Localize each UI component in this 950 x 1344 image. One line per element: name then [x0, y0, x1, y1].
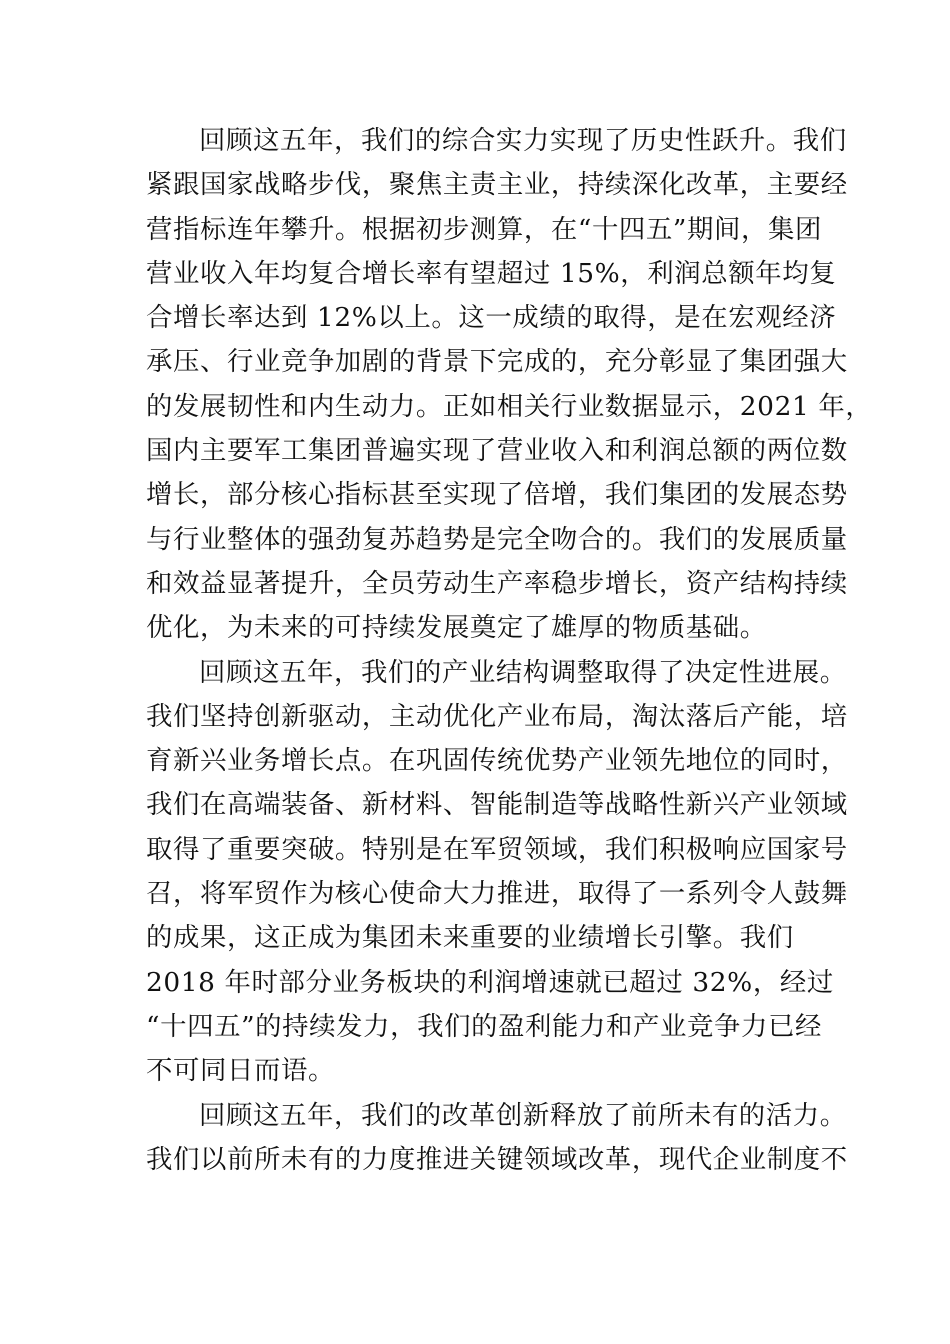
paragraph-line: 合增长率达到 12%以上。这一成绩的取得，是在宏观经济 — [146, 302, 837, 334]
paragraph-comprehensive-strength — [146, 119, 873, 651]
paragraph-line: 优化，为未来的可持续发展奠定了雄厚的物质基础。 — [146, 612, 767, 644]
paragraph-line: 回顾这五年，我们的综合实力实现了历史性跃升。我们 — [199, 125, 847, 156]
paragraph-line: 2018 年时部分业务板块的利润增速就已超过 32%，经过 — [146, 966, 834, 998]
paragraph-line: 的成果，这正成为集团未来重要的业绩增长引擎。我们 — [146, 922, 794, 954]
paragraph-reform-innovation — [146, 1094, 848, 1183]
paragraph-line: 我们以前所未有的力度推进关键领域改革，现代企业制度不 — [146, 1143, 848, 1175]
paragraph-line: 育新兴业务增长点。在巩固传统优势产业领先地位的同时， — [146, 745, 848, 777]
paragraph-line: 营业收入年均复合增长率有望超过 15%，利润总额年均复 — [146, 257, 837, 289]
document-body — [146, 119, 873, 1182]
paragraph-line: 我们在高端装备、新材料、智能制造等战略性新兴产业领域 — [146, 789, 848, 821]
paragraph-line: 与行业整体的强劲复苏趋势是完全吻合的。我们的发展质量 — [146, 523, 848, 555]
paragraph-line: 紧跟国家战略步伐，聚焦主责主业，持续深化改革，主要经 — [146, 169, 848, 201]
paragraph-line: 的发展韧性和内生动力。正如相关行业数据显示，2021 年， — [146, 390, 873, 422]
paragraph-line: 取得了重要突破。特别是在军贸领域，我们积极响应国家号 — [146, 833, 848, 865]
paragraph-industrial-structure — [146, 651, 848, 1094]
paragraph-line: “十四五”的持续发力，我们的盈利能力和产业竞争力已经 — [146, 1010, 822, 1042]
paragraph-line: 营指标连年攀升。根据初步测算，在“十四五”期间，集团 — [146, 213, 822, 245]
paragraph-line: 承压、行业竞争加剧的背景下完成的，充分彰显了集团强大 — [146, 346, 848, 378]
paragraph-line: 回顾这五年，我们的产业结构调整取得了决定性进展。 — [199, 656, 847, 688]
paragraph-line: 增长，部分核心指标甚至实现了倍增，我们集团的发展态势 — [146, 479, 848, 511]
paragraph-line: 回顾这五年，我们的改革创新释放了前所未有的活力。 — [199, 1099, 847, 1131]
paragraph-line: 国内主要军工集团普遍实现了营业收入和利润总额的两位数 — [146, 435, 848, 467]
paragraph-line: 不可同日而语。 — [146, 1055, 335, 1087]
paragraph-line: 召，将军贸作为核心使命大力推进，取得了一系列令人鼓舞 — [146, 878, 848, 910]
paragraph-line: 我们坚持创新驱动，主动优化产业布局，淘汰落后产能，培 — [146, 700, 848, 732]
paragraph-line: 和效益显著提升，全员劳动生产率稳步增长，资产结构持续 — [146, 567, 848, 599]
